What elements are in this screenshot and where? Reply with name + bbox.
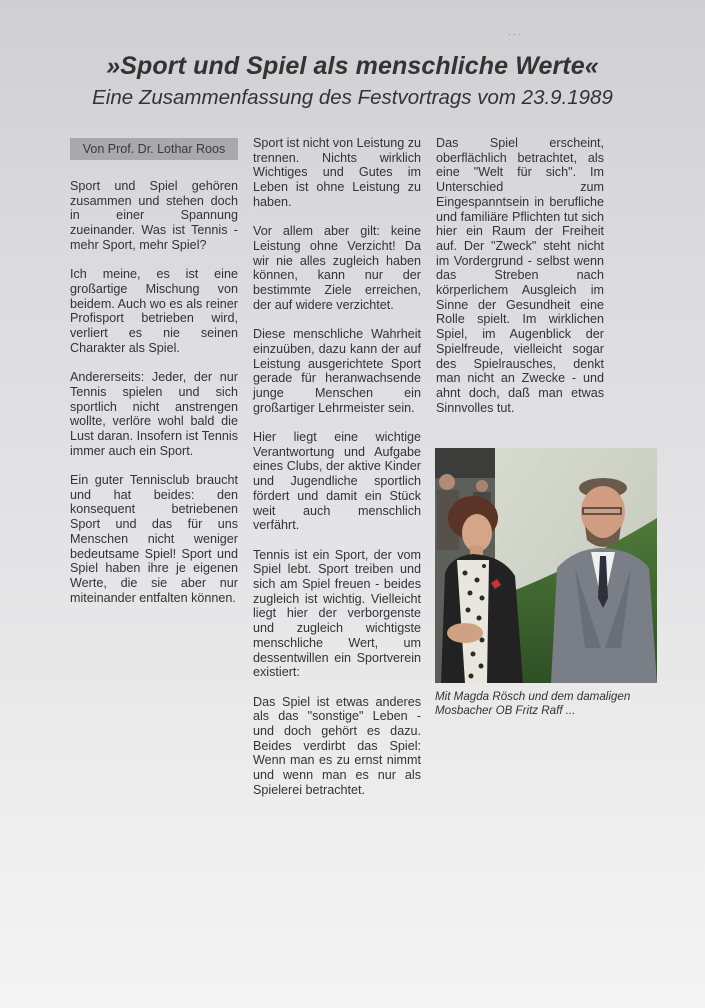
paragraph: Das Spiel ist etwas anderes als das "sonstige" Leben - und doch gehört es dazu. Beides verdirbt das Spiel: Wenn man es zu ernst nimmt und wenn man es nur als Spielerei betrachtet.	[253, 694, 421, 797]
author-name: Von Prof. Dr. Lothar Roos	[82, 142, 226, 156]
paragraph: Ich meine, es ist eine großartige Mischung von beidem. Auch wo es als reiner Profisport betrieben wird, verliert es nie seinen Charakter als Spiel.	[70, 267, 239, 355]
photo-illustration	[435, 448, 657, 683]
paragraph: Andererseits: Jeder, der nur Tennis spielen und sich sportlich nicht anstrengen wollte, verlöre wohl bald die Lust daran. Insofern ist Tennis immer auch ein Sport.	[70, 370, 238, 458]
print-specks: · · ·	[508, 30, 521, 39]
article-title: »Sport und Spiel als menschliche Werte«	[106, 52, 599, 80]
paragraph: Vor allem aber gilt: keine Leistung ohne Verzicht! Da wir nie alles zugleich haben können, kann nur der bestimmte Ziele erreichen, der auf widere verzichtet.	[253, 224, 421, 312]
text-column-2	[253, 136, 421, 812]
paragraph: Sport ist nicht von Leistung zu trennen. Nichts wirklich Wichtiges und Gutes im Leben ist ohne Leistung zu haben.	[253, 136, 422, 209]
article-subtitle: Eine Zusammenfassung des Festvortrags vom 23.9.1989	[92, 86, 613, 109]
paragraph: Diese menschliche Wahrheit einzuüben, dazu kann der auf Leistung ausgerichtete Sport gerade für heranwachsende junge Menschen ein großartiger Lehrmeister sein.	[253, 327, 421, 415]
text-column-3	[436, 136, 604, 430]
author-box	[70, 138, 238, 160]
paragraph: Tennis ist ein Sport, der vom Spiel lebt. Sport treiben und sich am Spiel freuen - beides zugleich ist wichtig. Vielleicht liegt hier der verborgenste und zugleich wichtigste menschliche Wert, um dessentwillen ein Sportverein existiert:	[253, 547, 421, 680]
paragraph: Das Spiel erscheint, oberflächlich betrachtet, als eine "Welt für sich". Im Unterschied zum Eingespanntsein in berufliche und familiäre Pflichten tut sich hier ein Raum der Freiheit auf. Der "Zweck" steht nicht im Vordergrund - selbst wenn das Streben nach körperlichem Ausgleich im Sinne der Gesundheit eine Rolle spielt. Im wirklichen Spiel, im Augenblick der Spielfreude, vielleicht sogar des Spielrausches, denkt man nicht an Zwecke - und ahnt doch, daß man etwas Sinnvolles tut.	[436, 136, 604, 415]
paragraph: Sport und Spiel gehören zusammen und stehen doch in einer Spannung zueinander. Was ist Tennis - mehr Sport, mehr Spiel?	[70, 179, 238, 252]
text-column-1	[70, 179, 238, 620]
paragraph: Hier liegt eine wichtige Verantwortung und Aufgabe eines Clubs, der aktive Kinder und Jugendliche sportlich fördert und damit ein Stück weit auch menschlich verfährt.	[253, 430, 421, 533]
paragraph: Ein guter Tennisclub braucht und hat beides: den konsequent betriebenen Sport und das für uns Menschen nicht weniger bedeutsame Spiel! Sport und Spiel haben ihre je eigenen Werte, die sie aber nur miteinander entfalten können.	[70, 473, 238, 605]
event-photo	[435, 448, 657, 683]
photo-caption: Mit Magda Rösch und dem damaligen Mosbacher OB Fritz Raff ...	[435, 690, 631, 717]
